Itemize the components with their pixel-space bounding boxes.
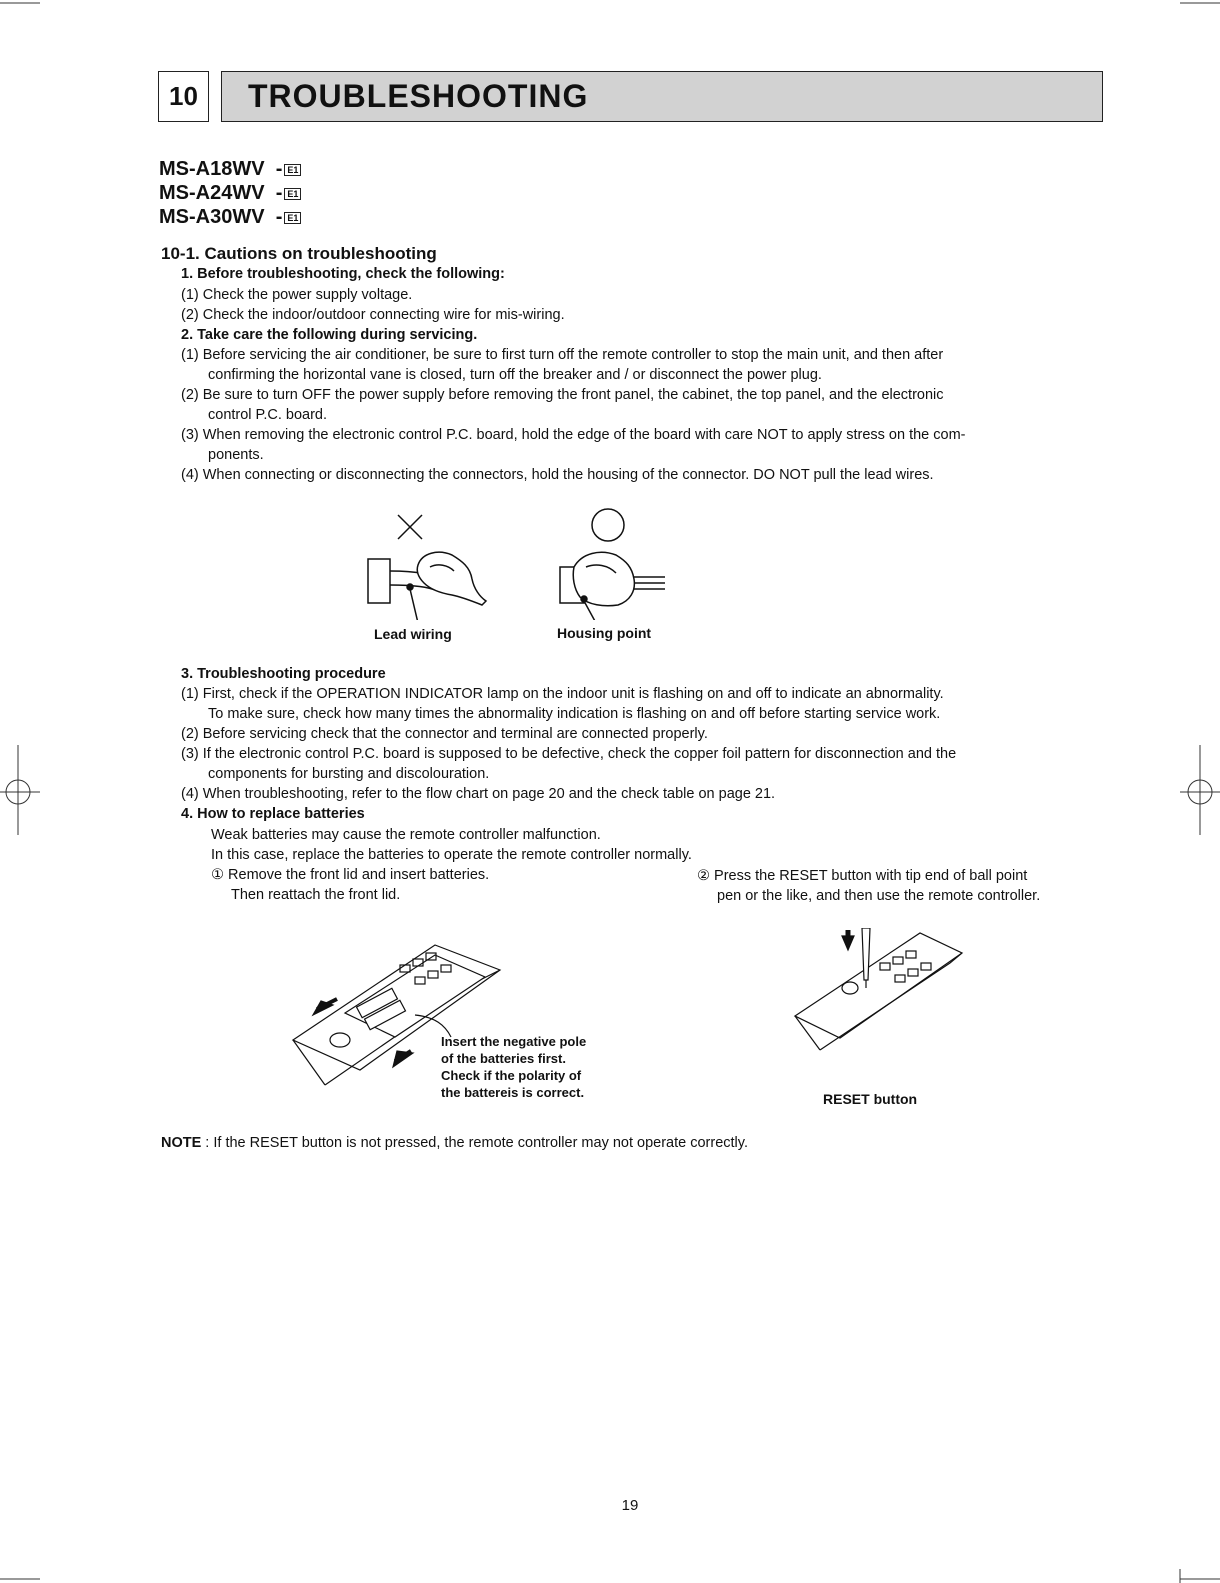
heading-10-1: 10-1. Cautions on troubleshooting xyxy=(161,244,437,263)
lead-wiring-caption: Lead wiring xyxy=(374,626,452,642)
part3-line: To make sure, check how many times the abnormality indication is flashing on and off before starting service work. xyxy=(208,706,941,722)
part1-item-2: (2) Check the indoor/outdoor connecting wire for mis-wiring. xyxy=(181,307,565,323)
section-number: 10 xyxy=(158,71,209,122)
part2-line: confirming the horizontal vane is closed, turn off the breaker and / or disconnect the power plug. xyxy=(208,367,822,383)
note xyxy=(161,1135,748,1151)
part2-line: (2) Be sure to turn OFF the power supply before removing the front panel, the cabinet, the top panel, and the electronic xyxy=(181,387,944,403)
connector-icon xyxy=(368,559,390,603)
model-suffix-badge: E1 xyxy=(284,164,301,176)
step1-line: Then reattach the front lid. xyxy=(231,887,401,903)
part1-heading: 1. Before troubleshooting, check the following: xyxy=(181,266,505,282)
model-3: MS-A30WV - E1 xyxy=(159,206,301,229)
step1-line: ① Remove the front lid and insert batteries. xyxy=(211,867,490,883)
part1-item-1: (1) Check the power supply voltage. xyxy=(181,287,413,303)
model-suffix-badge: E1 xyxy=(284,188,301,200)
hand-pulling-wire-icon xyxy=(417,552,486,605)
model-2: MS-A24WV - E1 xyxy=(159,182,301,205)
part3-line: (2) Before servicing check that the connector and terminal are connected properly. xyxy=(181,726,708,742)
part2-line: control P.C. board. xyxy=(208,407,328,423)
step2-line: ② Press the RESET button with tip end of ball point xyxy=(697,868,1028,884)
section-title: TROUBLESHOOTING xyxy=(221,71,1103,122)
battery-note: Insert the negative pole of the batteries first. Check if the polarity of the battereis is correct. xyxy=(441,1034,587,1100)
housing-point-caption: Housing point xyxy=(557,625,652,641)
part3-line: (3) If the electronic control P.C. board is supposed to be defective, check the copper foil pattern for disconnection and the xyxy=(181,746,957,762)
part2-line: (1) Before servicing the air conditioner, be sure to first turn off the remote controller to stop the main unit, and then after xyxy=(181,347,944,363)
pen-icon xyxy=(862,928,870,980)
down-arrow-icon xyxy=(842,936,854,950)
note-text: : If the RESET button is not pressed, the remote controller may not operate correctly. xyxy=(201,1135,748,1151)
reset-button-caption: RESET button xyxy=(823,1091,918,1107)
part3-line: (4) When troubleshooting, refer to the flow chart on page 20 and the check table on page 21. xyxy=(181,786,776,802)
part2-line: (4) When connecting or disconnecting the connectors, hold the housing of the connector. DO NOT pull the lead wires. xyxy=(181,467,934,483)
reset-button-figure xyxy=(790,928,970,1058)
part2-heading: 2. Take care the following during servicing. xyxy=(181,327,478,343)
model-suffix-badge: E1 xyxy=(284,212,301,224)
connector-handling-figure xyxy=(360,505,690,620)
part3-line: (1) First, check if the OPERATION INDICATOR lamp on the indoor unit is flashing on and off to indicate an abnormality. xyxy=(181,686,944,702)
part4-line: Weak batteries may cause the remote controller malfunction. xyxy=(211,827,601,843)
part4-line: In this case, replace the batteries to operate the remote controller normally. xyxy=(211,847,692,863)
part3-heading: 3. Troubleshooting procedure xyxy=(181,666,386,682)
part2-line: ponents. xyxy=(208,447,264,463)
part4-heading: 4. How to replace batteries xyxy=(181,806,365,822)
page-number: 19 xyxy=(621,1497,639,1514)
correct-mark-icon xyxy=(592,509,624,541)
part3-line: components for bursting and discolouration. xyxy=(208,766,490,782)
note-label: NOTE xyxy=(161,1135,202,1151)
model-1: MS-A18WV - E1 xyxy=(159,158,301,181)
part2-line: (3) When removing the electronic control P.C. board, hold the edge of the board with care NOT to apply stress on the com- xyxy=(181,427,966,443)
step2-line: pen or the like, and then use the remote controller. xyxy=(717,888,1041,904)
